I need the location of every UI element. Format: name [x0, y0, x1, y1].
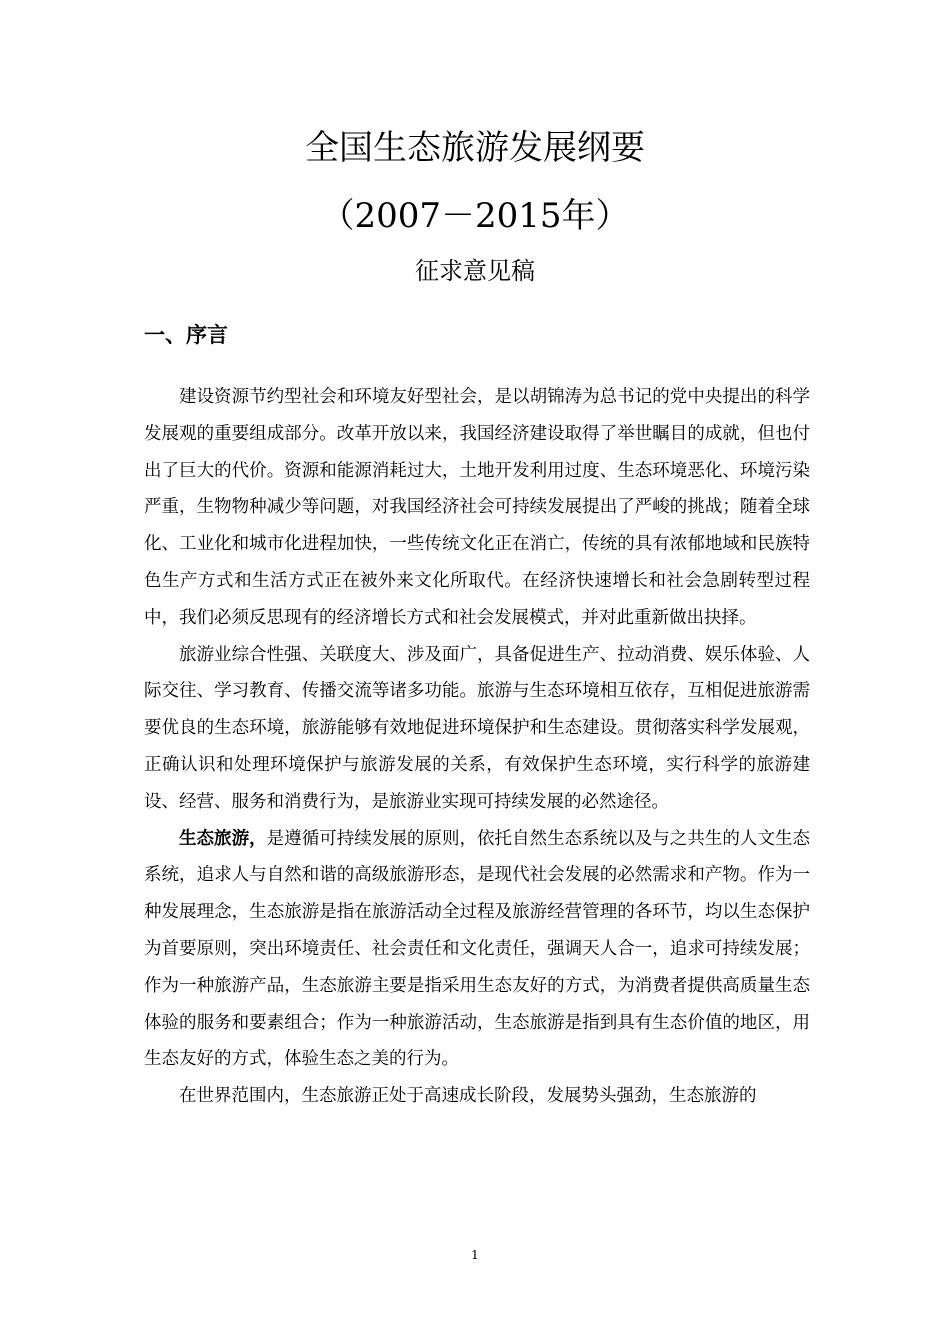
document-subtitle-years: （2007－2015年）: [320, 196, 630, 236]
section-heading: 一、序言: [144, 322, 228, 347]
body-text: [144, 379, 810, 1115]
document-subtitle-draft: 征求意见稿: [415, 257, 535, 285]
paragraph-1: 建设资源节约型社会和环境友好型社会，是以胡锦涛为总书记的党中央提出的科学发展观的重要组成部分。改革开放以来，我国经济建设取得了举世瞩目的成就，但也付出了巨大的代价。资源和能源消耗过大，土地开发利用过度、生态环境恶化、环境污染严重，生物物种减少等问题，对我国经济社会可持续发展提出了严峻的挑战；随着全球化、工业化和城市化进程加快，一些传统文化正在消亡，传统的具有浓郁地域和民族特色生产方式和生活方式正在被外来文化所取代。在经济快速增长和社会急剧转型过程中，我们必须反思现有的经济增长方式和社会发展模式，并对此重新做出抉择。: [144, 387, 810, 628]
paragraph-2: 旅游业综合性强、关联度大、涉及面广，具备促进生产、拉动消费、娱乐体验、人际交往、学习教育、传播交流等诸多功能。旅游与生态环境相互依存，互相促进旅游需要优良的生态环境，旅游能够有效地促进环境保护和生态建设。贯彻落实科学发展观，正确认识和处理环境保护与旅游发展的关系，有效保护生态环境，实行科学的旅游建设、经营、服务和消费行为，是旅游业实现可持续发展的必然途径。: [144, 644, 810, 812]
page-number: 1: [471, 1248, 479, 1262]
bold-term: 生态旅游，: [179, 828, 267, 849]
document-title: 全国生态旅游发展纲要: [305, 128, 645, 168]
paragraph-3-text: 是遵循可持续发展的原则，依托自然生态系统以及与之共生的人文生态系统，追求人与自然和谐的高级旅游形态，是现代社会发展的必然需求和产物。作为一种发展理念，生态旅游是指在旅游活动全过程及旅游经营管理的各环节，均以生态保护为首要原则，突出环境责任、社会责任和文化责任，强调天人合一，追求可持续发展；作为一种旅游产品，生态旅游主要是指采用生态友好的方式，为消费者提供高质量生态体验的服务和要素组合；作为一种旅游活动，生态旅游是指到具有生态价值的地区，用生态友好的方式，体验生态之美的行为。: [144, 828, 811, 1070]
paragraph-3: [144, 821, 810, 1079]
paragraph-4: 在世界范围内，生态旅游正处于高速成长阶段，发展势头强劲，生态旅游的: [179, 1086, 757, 1107]
